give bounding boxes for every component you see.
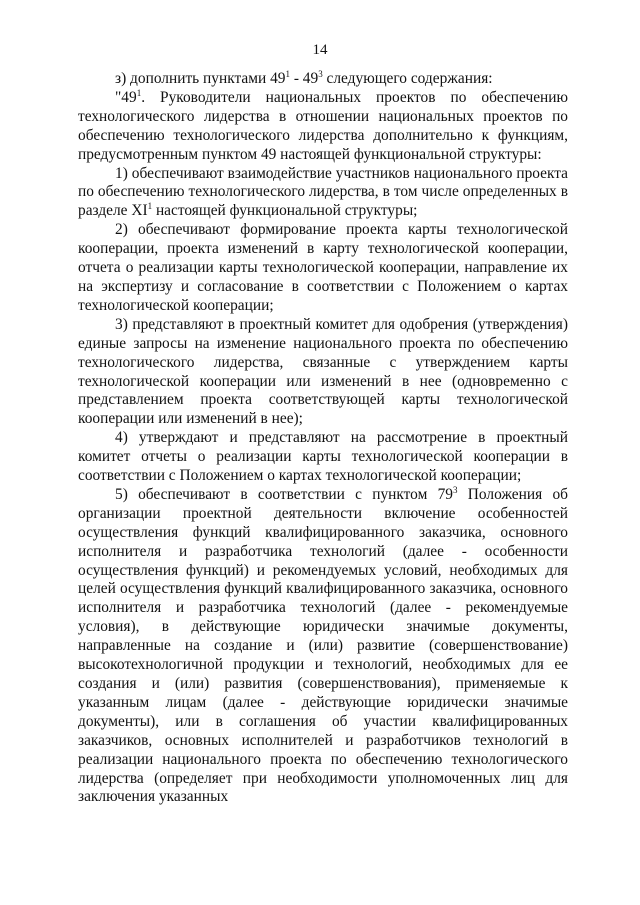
document-body (78, 70, 568, 807)
paragraph-item-5: 5) обеспечивают в соответствии с пунктом $79^3$ Положения об организации проектной деятельности включение особенностей осуществления функций квалифицированного заказчика, основного исполнителя и разработчика технологий (далее - особенности осуществления функций) и рекомендуемых условий, необходимых для целей осуществления функций квалифицированного заказчика, основного исполнителя и разработчика технологий (далее - рекомендуемые условия), в действующие юридически значимые документы, направленные на создание и (или) развитие (совершенствование) высокотехнологичной продукции и технологий, необходимых для ее создания и (или) развития (совершенствования), применяемые к указанным лицам (далее - действующие юридически значимые документы), или в соглашения об участии квалифицированных заказчиков, основных исполнителей и разработчиков технологий в реализации национального проекта по обеспечению технологического лидерства (определяет при необходимости уполномоченных лиц для заключения указанных (78, 484, 568, 806)
paragraph-item-2: 2) обеспечивают формирование проекта карты технологической кооперации, проекта изменений в карту технологической кооперации, отчета о реализации карты технологической кооперации, направление их на экспертизу и согласование в соответствии с Положением о картах технологической кооперации; (78, 221, 568, 314)
paragraph-amendment-intro: з) дополнить пунктами $49^1 - 49^3$ следующего содержания: (115, 69, 493, 87)
paragraph-item-4: 4) утверждают и представляют на рассмотрение в проектный комитет отчеты о реализации карты технологической кооперации в соответствии с Положением о картах технологической кооперации; (78, 429, 568, 485)
paragraph-item-1: 1) обеспечивают взаимодействие участников национального проекта по обеспечению технологического лидерства, в том числе определенных в разделе $XI^1$ настоящей функциональной структуры; (78, 164, 568, 220)
paragraph-item-3: 3) представляют в проектный комитет для одобрения (утверждения) единые запросы на изменение национального проекта по обеспечению технологического лидерства, связанные с утверждением карты технологической кооперации или изменений в нее (одновременно с представлением проекта соответствующей карты технологической кооперации или изменений в нее); (78, 315, 568, 428)
paragraph-49-1-heading: "$49^1$. Руководители национальных проектов по обеспечению технологического лидерства в отношении национальных проектов по обеспечению технологического лидерства дополнительно к функциям, предусмотренным пунктом 49 настоящей функциональной структуры: (78, 87, 568, 163)
page-number: 14 (312, 42, 328, 58)
